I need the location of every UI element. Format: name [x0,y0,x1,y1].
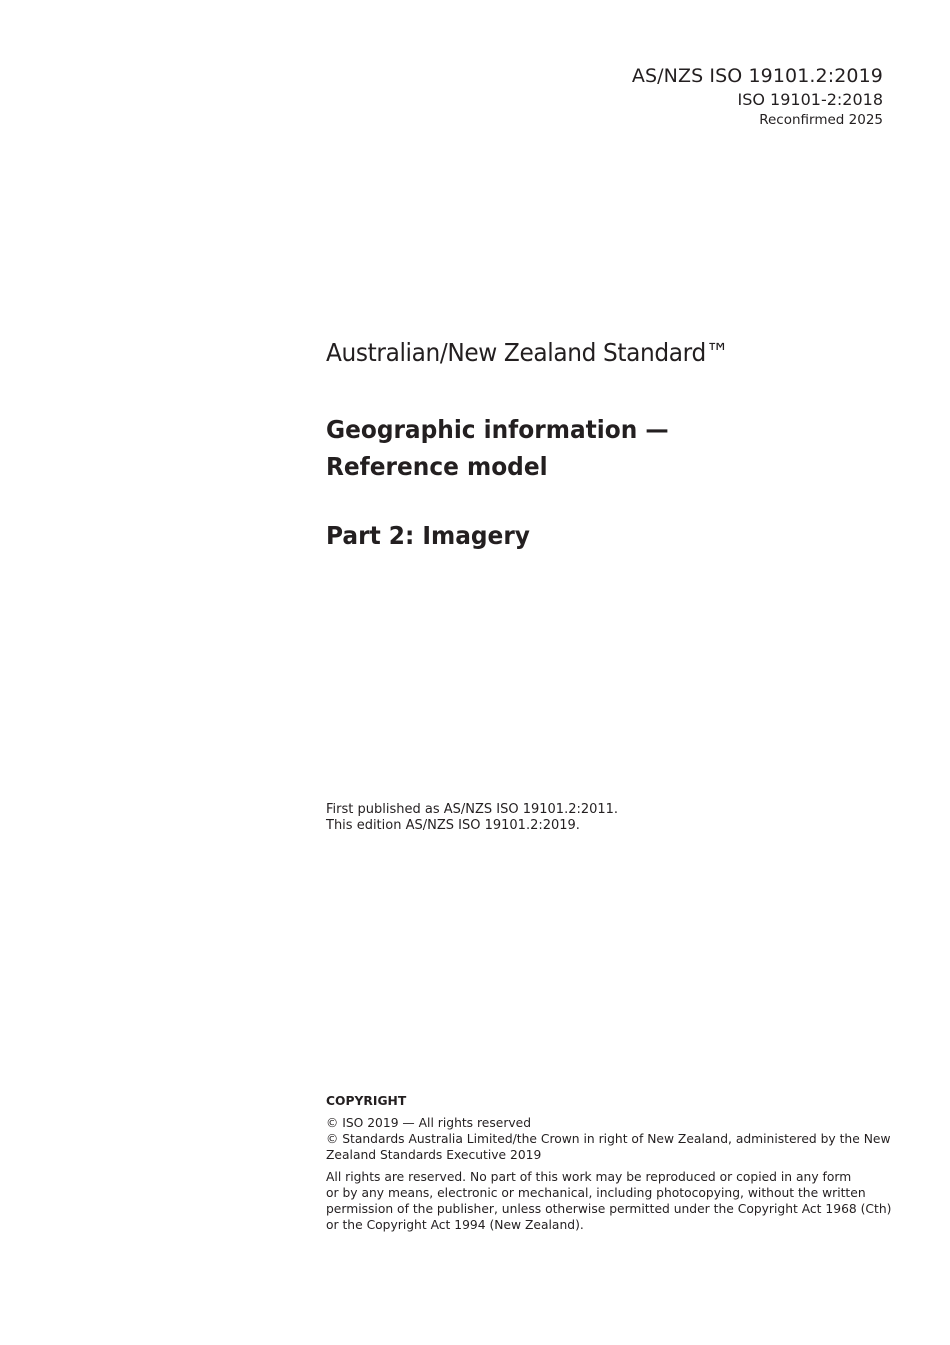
iso-standard-number: ISO 19101-2:2018 [737,90,883,109]
rights-line: permission of the publisher, unless otherwise permitted under the Copyright Act 1968 (Cth) [326,1202,892,1216]
part-title: Part 2: Imagery [326,521,530,550]
rights-line: or the Copyright Act 1994 (New Zealand). [326,1218,584,1232]
rights-reserved-paragraph [326,1169,892,1233]
main-title-line-1: Geographic information — [326,415,669,444]
sa-copyright-line-1: © Standards Australia Limited/the Crown in right of New Zealand, administered by the New [326,1132,891,1146]
copyright-block [326,1093,892,1233]
copyright-notice [326,1115,891,1163]
sa-copyright-line-2: Zealand Standards Executive 2019 [326,1148,542,1162]
rights-line: or by any means, electronic or mechanical, including photocopying, without the written [326,1186,866,1200]
main-title-line-2: Reference model [326,452,548,481]
iso-copyright-line: © ISO 2019 — All rights reserved [326,1116,532,1130]
this-edition-line: This edition AS/NZS ISO 19101.2:2019. [326,818,580,833]
series-title: Australian/New Zealand Standard™ [326,338,729,367]
edition-history [326,802,618,834]
first-published-line: First published as AS/NZS ISO 19101.2:2011. [326,802,619,817]
copyright-heading: COPYRIGHT [326,1094,407,1108]
rights-line: All rights are reserved. No part of this work may be reproduced or copied in any form [326,1170,852,1184]
standard-designation-block [632,64,883,129]
main-title [326,411,847,485]
reconfirmed-status: Reconfirmed 2025 [759,112,883,128]
title-block [326,336,886,553]
standard-number: AS/NZS ISO 19101.2:2019 [631,65,883,87]
